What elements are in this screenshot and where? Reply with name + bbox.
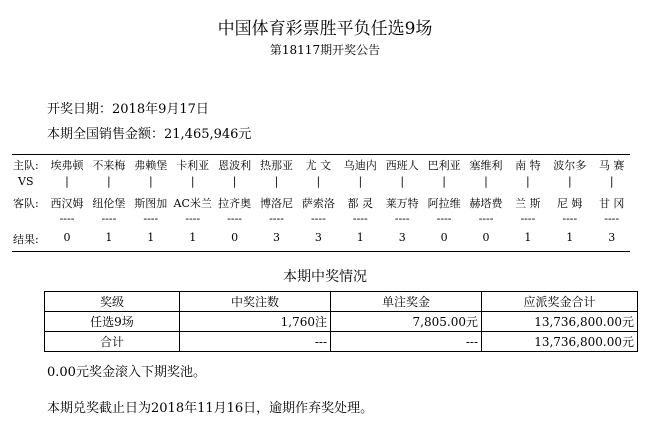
away-team: 拉齐奥 — [218, 197, 252, 210]
prize-total: 13,736,800.00元 — [482, 312, 638, 332]
prize-section-title: 本期中奖情况 — [283, 269, 367, 285]
prize-header-row — [45, 292, 638, 312]
result-row — [12, 231, 630, 247]
total-label: 合计 — [45, 332, 180, 352]
dash-separator: ---- — [185, 212, 201, 225]
vs-bar: | — [65, 175, 69, 188]
dash-separator: ---- — [59, 212, 75, 225]
dash-separator: ---- — [604, 212, 620, 225]
total-row — [45, 332, 638, 352]
match-result: 1 — [524, 231, 532, 244]
match-result: 3 — [608, 231, 616, 244]
home-team: 乌迪内 — [343, 159, 377, 172]
vs-bar: | — [609, 175, 614, 188]
home-label: 主队: — [13, 159, 39, 172]
header-total: 应派奖金合计 — [482, 292, 638, 312]
home-team: 波尔多 — [553, 159, 587, 172]
away-team: 纽伦堡 — [92, 197, 126, 210]
match-result: 1 — [147, 231, 155, 244]
dash-separator: ---- — [394, 212, 410, 225]
home-team: 弗赖堡 — [134, 159, 168, 172]
home-team: 西班人 — [385, 159, 419, 172]
header-winners: 中奖注数 — [180, 292, 331, 312]
dash-separator: ---- — [143, 212, 159, 225]
vs-bar: | — [316, 175, 321, 188]
separator-row — [12, 212, 630, 228]
deadline-note: 本期兑奖截止日为2018年11月16日，逾期作弃奖处理。 — [47, 401, 374, 416]
vs-bar: | — [107, 175, 111, 188]
match-result: 0 — [482, 231, 490, 244]
home-team: 不来梅 — [92, 159, 126, 172]
home-team: 塞维利 — [469, 159, 503, 172]
away-team: AC米兰 — [173, 197, 212, 210]
dash-separator: ---- — [436, 212, 452, 225]
match-result: 3 — [398, 231, 406, 244]
vs-bar: | — [274, 175, 279, 188]
page-title: 中国体育彩票胜平负任选9场 — [217, 19, 433, 39]
vs-bar: | — [148, 175, 153, 188]
away-team: 阿拉维 — [427, 197, 461, 210]
match-result: 0 — [440, 231, 448, 244]
vs-bar: | — [442, 175, 446, 188]
away-label: 客队: — [13, 197, 39, 210]
dash-separator: ---- — [227, 212, 243, 225]
away-team: 西汉姆 — [50, 197, 84, 210]
away-team: 甘 冈 — [598, 197, 625, 210]
draw-date: 开奖日期：2018年9月17日 — [47, 102, 209, 117]
vs-bar: | — [190, 175, 195, 188]
match-table — [12, 154, 630, 252]
match-result: 0 — [63, 231, 71, 244]
result-label: 结果: — [13, 233, 39, 246]
away-team: 兰 斯 — [515, 197, 541, 210]
match-result: 1 — [189, 231, 197, 244]
away-team: 尼 姆 — [557, 197, 583, 210]
away-team: 赫塔费 — [469, 197, 503, 210]
total-sum: 13,736,800.00元 — [482, 332, 638, 352]
dash-separator: ---- — [352, 212, 368, 225]
away-team: 萨索洛 — [301, 197, 335, 210]
match-result: 1 — [356, 231, 364, 244]
away-team: 都 灵 — [347, 197, 374, 210]
match-result: 0 — [231, 231, 239, 244]
dash-separator: ---- — [269, 212, 284, 225]
home-team: 尤 文 — [305, 159, 332, 172]
vs-bar: | — [358, 175, 363, 188]
vs-bar: | — [484, 175, 488, 188]
total-winners: --- — [180, 332, 331, 352]
home-team: 南 特 — [515, 159, 541, 172]
vs-bar: | — [567, 175, 572, 188]
total-amount: --- — [331, 332, 482, 352]
home-team: 热那亚 — [260, 159, 293, 172]
home-team-row — [12, 157, 630, 173]
away-team: 斯图加 — [134, 197, 168, 210]
home-team: 马 赛 — [598, 159, 625, 172]
dash-separator: ---- — [101, 212, 117, 225]
vs-bar: | — [526, 175, 530, 188]
away-team: 莱万特 — [385, 197, 419, 210]
dash-separator: ---- — [562, 212, 578, 225]
home-team: 恩波利 — [218, 159, 252, 172]
dash-separator: ---- — [478, 212, 494, 225]
match-result: 3 — [273, 231, 280, 244]
prize-row — [45, 312, 638, 332]
vs-label: VS — [18, 175, 34, 188]
home-team: 巴利亚 — [427, 159, 461, 172]
prize-table — [44, 291, 638, 352]
home-team: 埃弗顿 — [50, 159, 84, 172]
dash-separator: ---- — [310, 212, 326, 225]
vs-bar: | — [232, 175, 237, 188]
vs-row — [12, 175, 630, 191]
prize-amount: 7,805.00元 — [331, 312, 482, 332]
match-result: 3 — [314, 231, 322, 244]
issue-subtitle: 第18117期开奖公告 — [269, 43, 381, 57]
rollover-note: 0.00元奖金滚入下期奖池。 — [47, 365, 206, 380]
match-result: 1 — [566, 231, 574, 244]
away-team: 博洛尼 — [260, 197, 293, 210]
dash-separator: ---- — [520, 212, 536, 225]
header-level: 奖级 — [45, 292, 180, 312]
header-prize: 单注奖金 — [331, 292, 482, 312]
match-result: 1 — [105, 231, 113, 244]
home-team: 卡利亚 — [176, 159, 210, 172]
sales-amount: 本期全国销售金额：21,465,946元 — [47, 127, 252, 142]
away-team-row — [12, 195, 630, 211]
prize-level: 任选9场 — [45, 312, 180, 332]
vs-bar: | — [400, 175, 405, 188]
prize-winners: 1,760注 — [180, 312, 331, 332]
